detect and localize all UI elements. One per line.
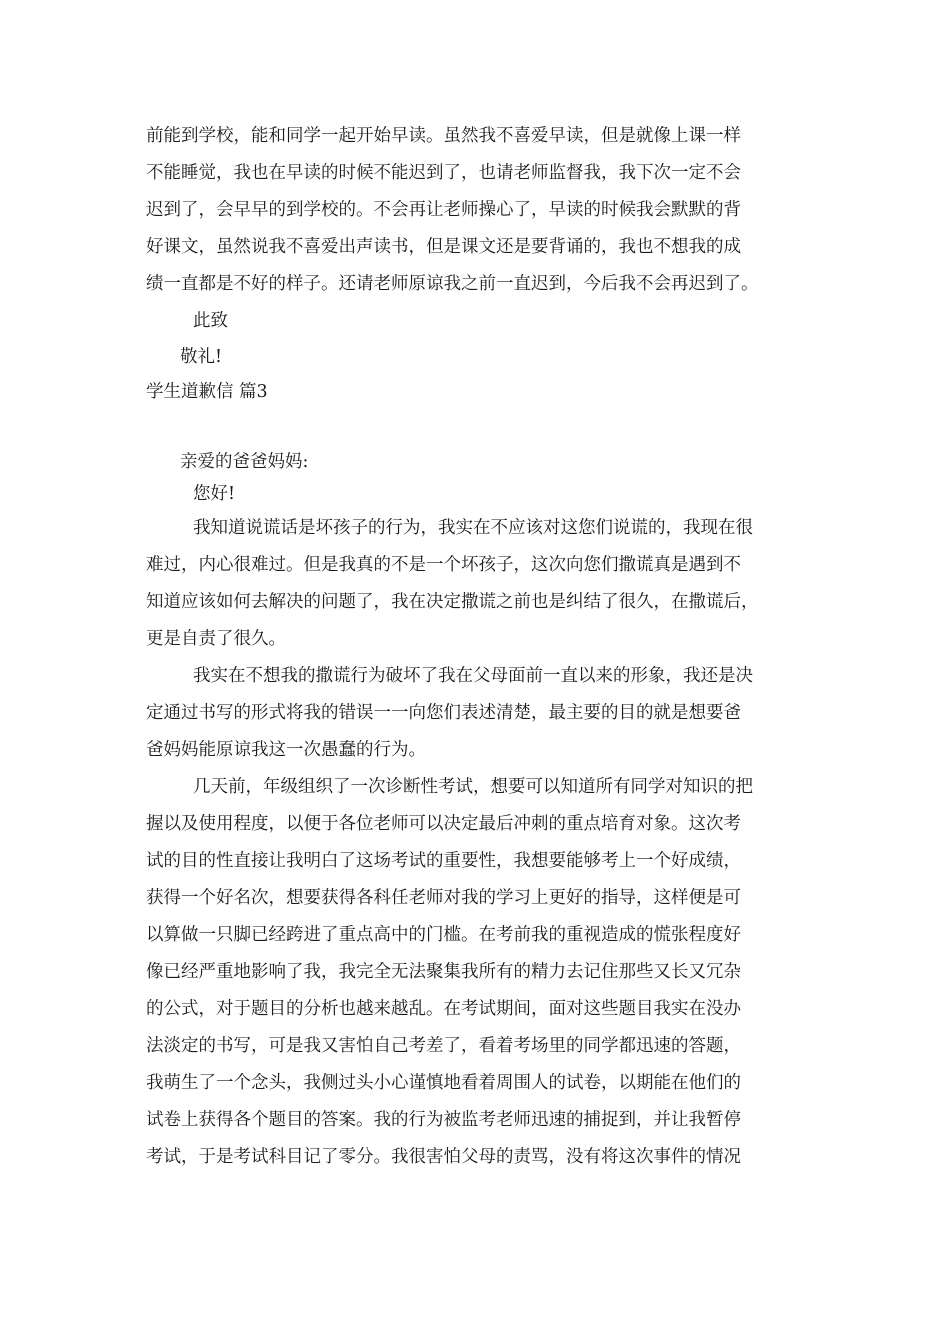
paragraph-line: 爸妈妈能原谅我这一次愚蠢的行为。 — [146, 740, 426, 760]
paragraph-line: 我实在不想我的撒谎行为破坏了我在父母面前一直以来的形象，我还是决 — [193, 666, 753, 686]
paragraph-line: 绩一直都是不好的样子。还请老师原谅我之前一直迟到，今后我不会再迟到了。 — [146, 274, 759, 294]
paragraph-line: 定通过书写的形式将我的错误一一向您们表述清楚，最主要的目的就是想要爸 — [146, 703, 741, 723]
paragraph-line: 握以及使用程度，以便于各位老师可以决定最后冲刺的重点培育对象。这次考 — [146, 814, 741, 834]
paragraph-line: 试的目的性直接让我明白了这场考试的重要性，我想要能够考上一个好成绩， — [146, 851, 741, 871]
paragraph-line: 几天前，年级组织了一次诊断性考试，想要可以知道所有同学对知识的把 — [193, 777, 753, 797]
paragraph-line: 的公式，对于题目的分析也越来越乱。在考试期间，面对这些题目我实在没办 — [146, 999, 741, 1019]
paragraph-line: 我萌生了一个念头，我侧过头小心谨慎地看着周围人的试卷，以期能在他们的 — [146, 1073, 741, 1093]
paragraph-line: 好课文，虽然说我不喜爱出声读书，但是课文还是要背诵的，我也不想我的成 — [146, 237, 741, 257]
paragraph-line: 我知道说谎话是坏孩子的行为，我实在不应该对这您们说谎的，我现在很 — [193, 518, 753, 538]
paragraph-line: 法淡定的书写，可是我又害怕自己考差了，看着考场里的同学都迅速的答题， — [146, 1036, 741, 1056]
paragraph-line: 难过，内心很难过。但是我真的不是一个坏孩子，这次向您们撒谎真是遇到不 — [146, 555, 741, 575]
paragraph-line: 以算做一只脚已经跨进了重点高中的门槛。在考前我的重视造成的慌张程度好 — [146, 925, 741, 945]
paragraph-line: 试卷上获得各个题目的答案。我的行为被监考老师迅速的捕捉到，并让我暂停 — [146, 1110, 741, 1130]
closing-regards: 敬礼! — [180, 347, 223, 367]
closing-salutation: 此致 — [193, 311, 228, 331]
section-heading: 学生道歉信 篇3 — [146, 382, 268, 402]
paragraph-line: 像已经严重地影响了我，我完全无法聚集我所有的精力去记住那些又长又冗杂 — [146, 962, 741, 982]
greeting-hello: 您好! — [193, 484, 236, 504]
paragraph-line: 获得一个好名次，想要获得各科任老师对我的学习上更好的指导，这样便是可 — [146, 888, 741, 908]
paragraph-line: 知道应该如何去解决的问题了，我在决定撒谎之前也是纠结了很久，在撒谎后， — [146, 592, 759, 612]
paragraph-line: 迟到了，会早早的到学校的。不会再让老师操心了，早读的时候我会默默的背 — [146, 200, 741, 220]
greeting: 亲爱的爸爸妈妈: — [180, 452, 309, 472]
paragraph-line: 更是自责了很久。 — [146, 629, 286, 649]
paragraph-line: 不能睡觉，我也在早读的时候不能迟到了，也请老师监督我，我下次一定不会 — [146, 163, 741, 183]
paragraph-line: 前能到学校，能和同学一起开始早读。虽然我不喜爱早读，但是就像上课一样 — [146, 126, 741, 146]
paragraph-line: 考试，于是考试科目记了零分。我很害怕父母的责骂，没有将这次事件的情况 — [146, 1147, 741, 1167]
